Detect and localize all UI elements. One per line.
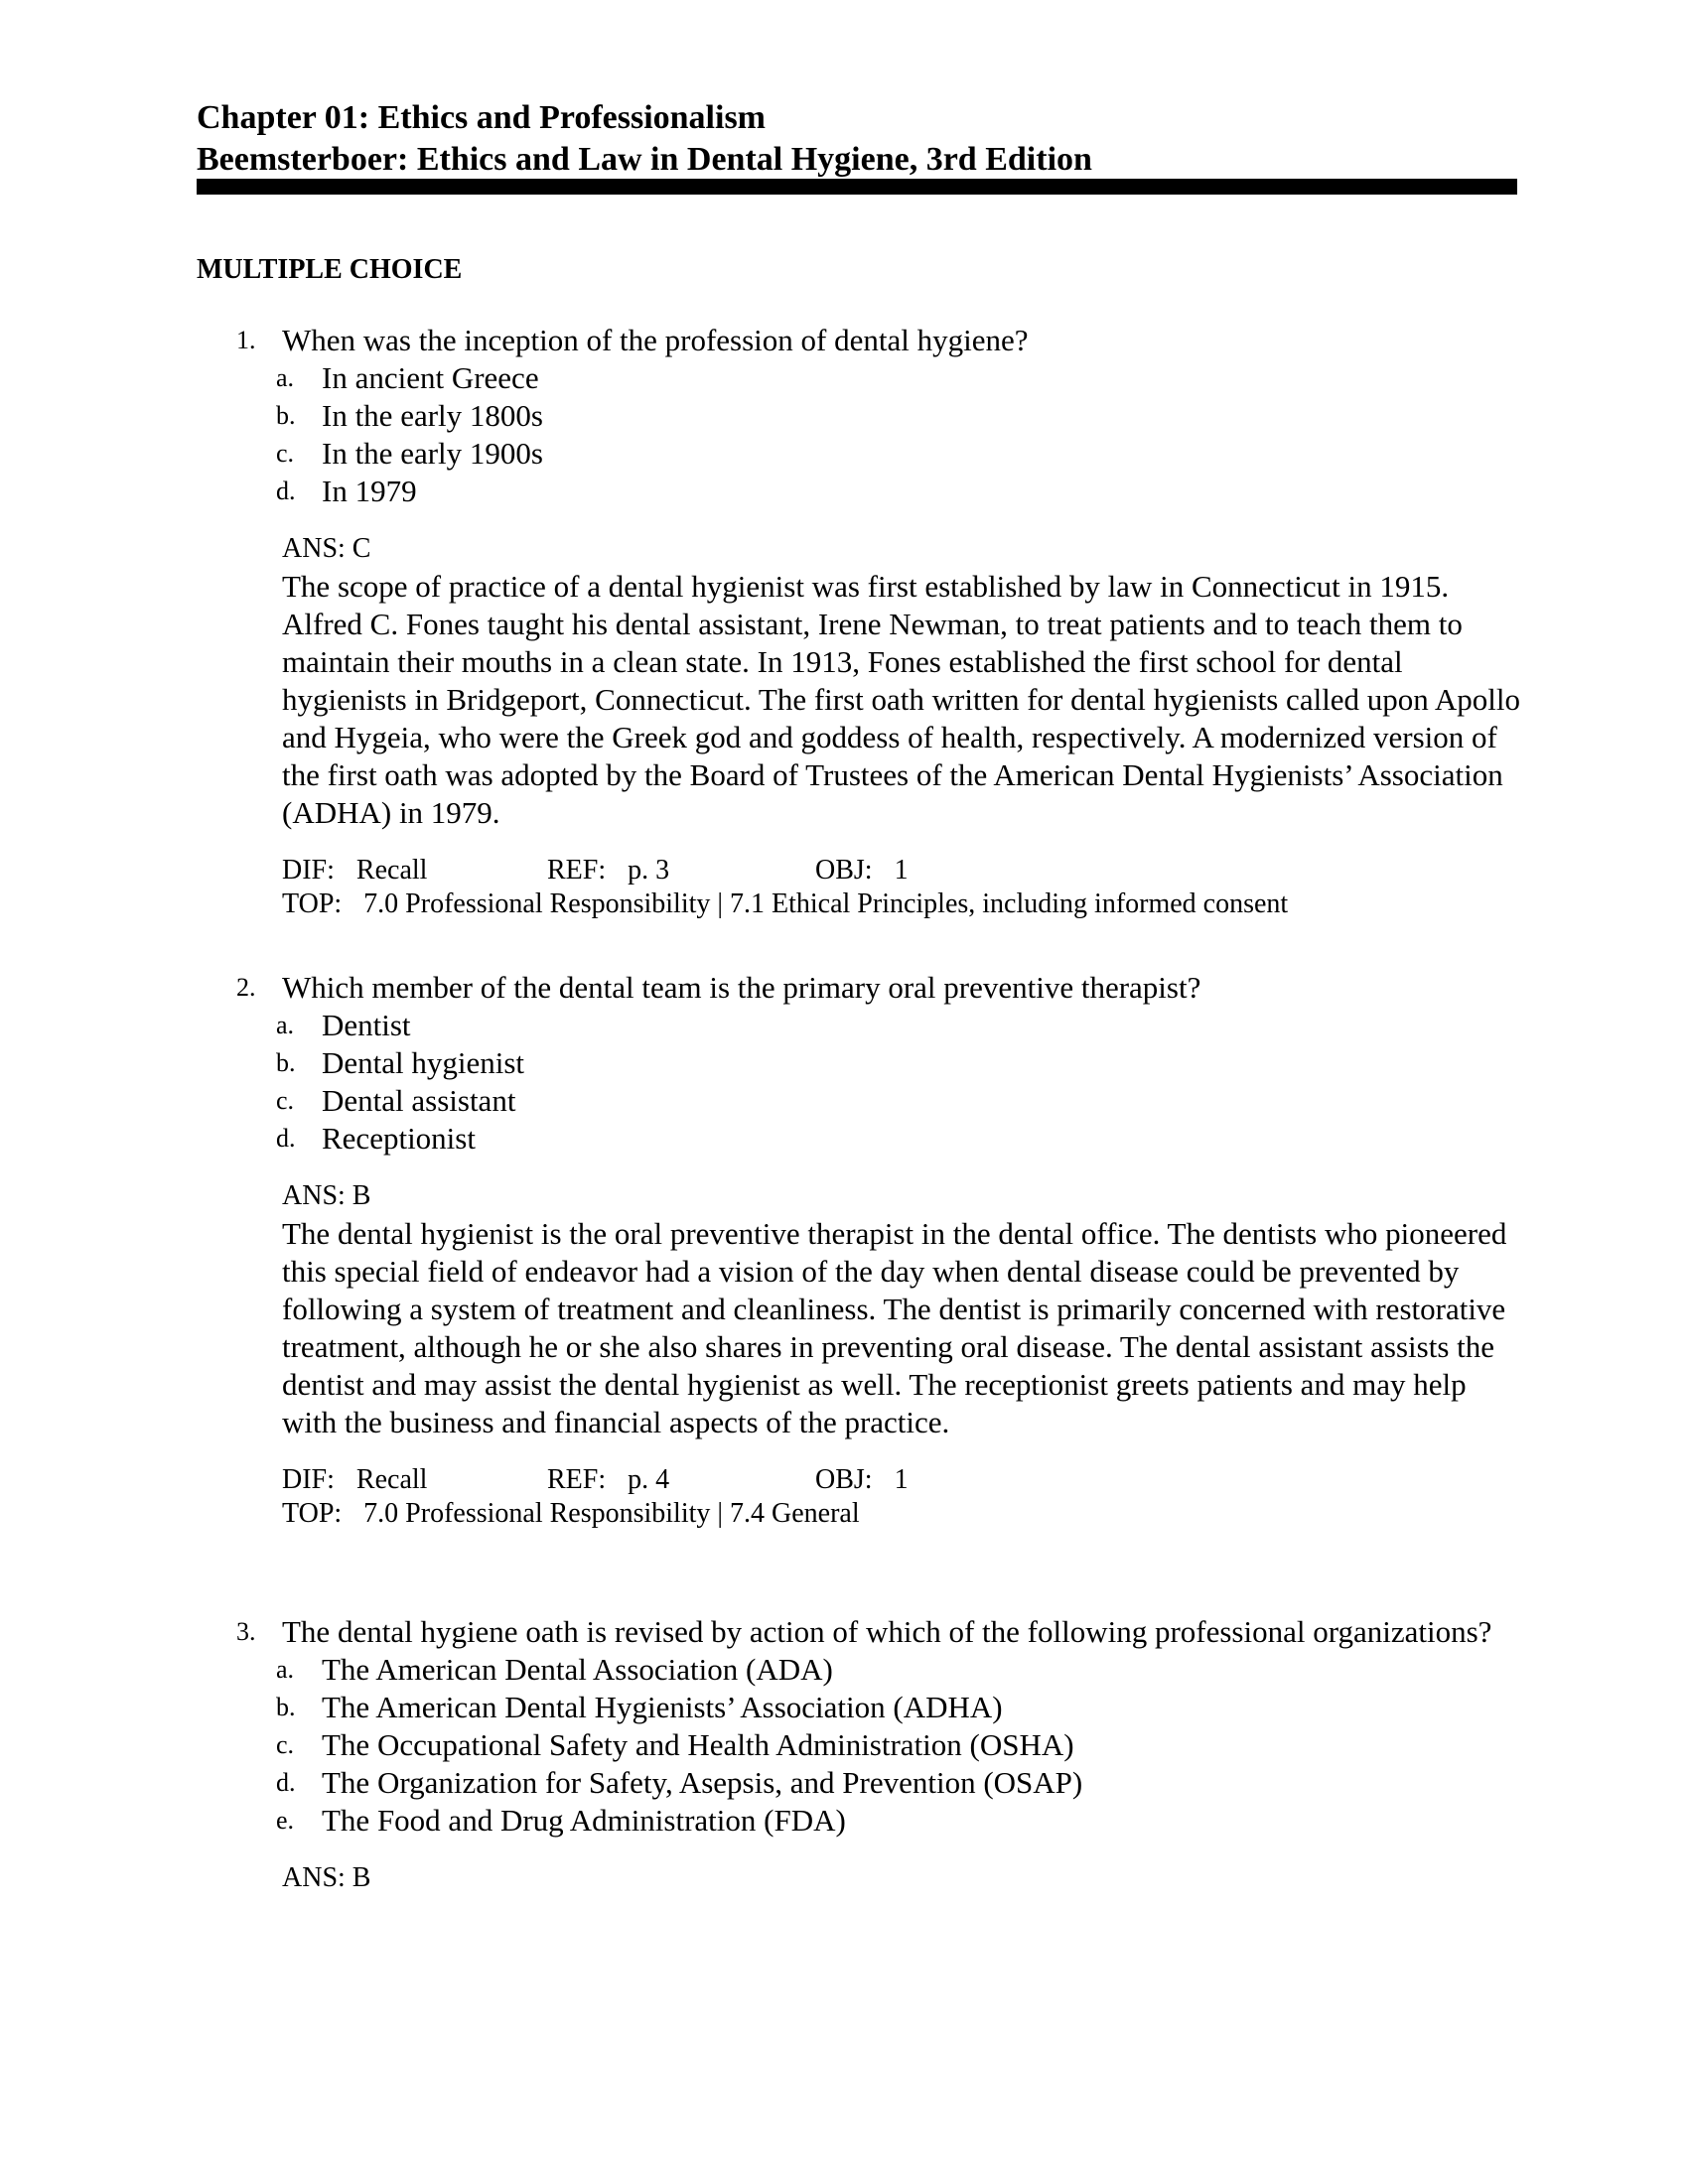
question-2 <box>236 969 1527 1531</box>
book-title: Beemsterboer: Ethics and Law in Dental Hygiene, 3rd Edition <box>197 141 1092 178</box>
ref-value: p. 4 <box>628 1464 670 1495</box>
choice-c <box>276 1726 1527 1764</box>
dif-label: DIF: <box>282 1464 335 1495</box>
section-title: MULTIPLE CHOICE <box>197 254 463 285</box>
question-text: Which member of the dental team is the primary oral preventive therapist? <box>282 970 1201 1005</box>
dif-value: Recall <box>355 1464 428 1495</box>
choice-label: d. <box>276 1124 296 1153</box>
choice-b <box>276 397 1527 435</box>
choice-d <box>276 473 1527 510</box>
top-value: 7.0 Professional Responsibility | 7.1 Ethical Principles, including informed consent <box>363 888 1289 919</box>
rationale: The dental hygienist is the oral preventive therapist in the dental office. The dentists who pioneered this special field of endeavor had a vision of the day when dental disease could be prevented by following a system of treatment and cleanliness. The dentist is primarily concerned with restorative treatment, although he or she also shares in preventing oral disease. The dental assistant assists the dentist and may assist the dental hygienist as well. The receptionist greets patients and may help with the business and financial aspects of the practice. <box>282 1216 1507 1439</box>
question-1 <box>236 322 1527 921</box>
top-value: 7.0 Professional Responsibility | 7.4 General <box>363 1498 860 1529</box>
choice-b <box>276 1689 1527 1726</box>
choice-label: d. <box>276 477 296 505</box>
choice-d <box>276 1764 1527 1802</box>
obj-value: 1 <box>894 1464 909 1495</box>
choice-text: In 1979 <box>322 474 417 508</box>
choice-text: The American Dental Hygienists’ Association (ADHA) <box>322 1690 1003 1724</box>
choice-label: c. <box>276 1730 295 1759</box>
ref-label: REF: <box>547 855 607 886</box>
top-label: TOP: <box>282 1498 343 1529</box>
choice-a <box>276 359 1527 397</box>
choice-text: Dentist <box>322 1008 411 1042</box>
top-label: TOP: <box>282 888 343 919</box>
question-metadata <box>282 1463 1527 1531</box>
dif-label: DIF: <box>282 855 335 886</box>
chapter-title: Chapter 01: Ethics and Professionalism <box>197 99 767 136</box>
choice-text: Receptionist <box>322 1121 476 1156</box>
choice-text: In the early 1900s <box>322 436 543 471</box>
choice-label: a. <box>276 1011 295 1039</box>
answer: ANS: C <box>282 533 371 564</box>
question-number: 2. <box>236 973 256 1002</box>
choice-label: b. <box>276 1693 296 1721</box>
choice-text: The Organization for Safety, Asepsis, and Prevention (OSAP) <box>322 1765 1083 1800</box>
rationale: The scope of practice of a dental hygienist was first established by law in Connecticut in 1915. Alfred C. Fones taught his dental assistant, Irene Newman, to treat patients and to teach them to maintain their mouths in a clean state. In 1913, Fones established the first school for dental hygienists in Bridgeport, Connecticut. The first oath written for dental hygienists called upon Apollo and Hygeia, who were the Greek god and goddess of health, respectively. A modernized version of the first oath was adopted by the Board of Trustees of the American Dental Hygienists’ Association (ADHA) in 1979. <box>282 569 1520 830</box>
choice-text: Dental hygienist <box>322 1045 525 1080</box>
question-metadata <box>282 854 1527 921</box>
ref-value: p. 3 <box>628 855 670 886</box>
choice-text: In ancient Greece <box>322 360 539 395</box>
choice-text: Dental assistant <box>322 1083 516 1118</box>
choice-label: a. <box>276 363 295 392</box>
ref-label: REF: <box>547 1464 607 1495</box>
choice-a <box>276 1007 1527 1044</box>
document-header <box>197 97 1517 181</box>
choice-text: In the early 1800s <box>322 398 543 433</box>
question-number: 3. <box>236 1617 256 1646</box>
choice-d <box>276 1120 1527 1158</box>
answer: ANS: B <box>282 1180 371 1211</box>
obj-value: 1 <box>894 855 909 886</box>
question-text: When was the inception of the profession of dental hygiene? <box>282 323 1029 357</box>
choice-label: d. <box>276 1768 296 1797</box>
choice-label: c. <box>276 1086 295 1115</box>
choice-label: a. <box>276 1655 295 1684</box>
choice-e <box>276 1802 1527 1840</box>
obj-label: OBJ: <box>815 855 873 886</box>
choice-c <box>276 435 1527 473</box>
choice-label: c. <box>276 439 295 468</box>
dif-value: Recall <box>355 855 428 886</box>
header-rule <box>197 179 1517 195</box>
question-3 <box>236 1613 1527 1897</box>
question-number: 1. <box>236 326 256 354</box>
choice-text: The Food and Drug Administration (FDA) <box>322 1803 846 1838</box>
choice-label: e. <box>276 1806 295 1835</box>
choice-a <box>276 1651 1527 1689</box>
choice-b <box>276 1044 1527 1082</box>
choice-label: b. <box>276 1048 296 1077</box>
choice-c <box>276 1082 1527 1120</box>
choice-text: The American Dental Association (ADA) <box>322 1652 833 1687</box>
obj-label: OBJ: <box>815 1464 873 1495</box>
choice-label: b. <box>276 401 296 430</box>
answer: ANS: B <box>282 1862 371 1893</box>
question-text: The dental hygiene oath is revised by action of which of the following professional organizations? <box>282 1614 1492 1649</box>
choice-text: The Occupational Safety and Health Administration (OSHA) <box>322 1727 1074 1762</box>
